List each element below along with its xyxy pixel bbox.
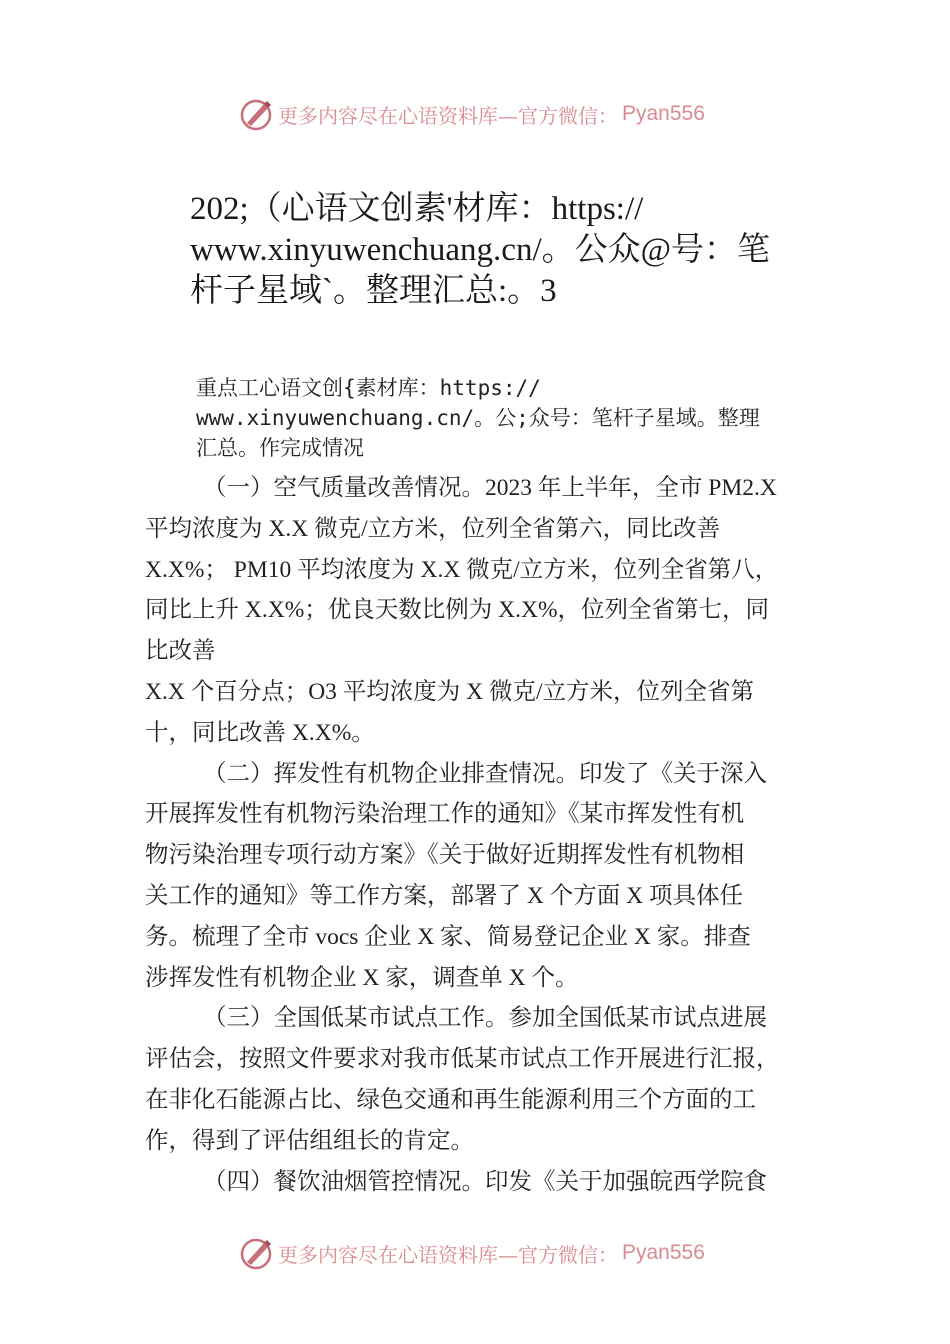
footer-banner <box>238 1233 705 1273</box>
pen-logo-icon <box>238 96 274 132</box>
body-line: 平均浓度为 X.X 微克/立方米，位列全省第六，同比改善 <box>145 515 721 542</box>
body-line: （四）餐饮油烟管控情况。印发《关于加强皖西学院食 <box>203 1168 767 1195</box>
body-line: （一）空气质量改善情况。2023 年上半年，全市 PM2.X <box>203 475 777 501</box>
body-line: （三）全国低某市试点工作。参加全国低某市试点进展 <box>203 1005 767 1032</box>
body-line: 评估会，按照文件要求对我市低某市试点工作开展进行汇报， <box>145 1046 780 1073</box>
banner-text: 更多内容尽在心语资料库—官方微信： <box>278 1242 618 1267</box>
banner-wechat-id: Pyan556 <box>622 1241 705 1264</box>
header-banner <box>238 94 705 134</box>
title-line: 杆子星域`。整理汇总:。3 <box>190 273 557 309</box>
subhead-line: 汇总。作完成情况 <box>196 436 364 460</box>
pen-logo-icon <box>238 1235 274 1271</box>
body-line: （二）挥发性有机物企业排查情况。印发了《关于深入 <box>203 760 767 787</box>
body-line: X.X 个百分点；O3 平均浓度为 X 微克/立方米，位列全省第 <box>145 678 755 705</box>
body-line: 作，得到了评估组组长的肯定。 <box>145 1127 474 1154</box>
title-line: www.xinyuwenchuang.cn/。公众@号：笔 <box>190 232 770 268</box>
body-line: 同比上升 X.X%；优良天数比例为 X.X%，位列全省第七，同 <box>145 597 770 624</box>
body-line: 涉挥发性有机物企业 X 家，调查单 X 个。 <box>145 964 579 991</box>
body-line: 物污染治理专项行动方案》《关于做好近期挥发性有机物相 <box>145 842 745 869</box>
body-line: X.X%； PM10 平均浓度为 X.X 微克/立方米，位列全省第八， <box>145 556 779 583</box>
subhead-line: www.xinyuwenchuang.cn/。公;众号：笔杆子星域。整理 <box>196 406 760 430</box>
title-line: 202;（心语文创素'材库：https:// <box>190 191 644 227</box>
body-line: 务。梳理了全市 vocs 企业 X 家、简易登记企业 X 家。排查 <box>145 923 751 950</box>
body-line: 关工作的通知》等工作方案，部署了 X 个方面 X 项具体任 <box>145 882 743 909</box>
body-line: 十，同比改善 X.X%。 <box>145 719 375 746</box>
body-line: 在非化石能源占比、绿色交通和再生能源利用三个方面的工 <box>145 1086 756 1113</box>
banner-wechat-id: Pyan556 <box>622 102 705 125</box>
subhead-line: 重点工心语文创{素材库：https:// <box>196 376 541 400</box>
banner-text: 更多内容尽在心语资料库—官方微信： <box>278 103 618 128</box>
body-text <box>145 468 825 1202</box>
document-title <box>190 189 830 312</box>
body-line: 开展挥发性有机物污染治理工作的通知》《某市挥发性有机 <box>145 801 745 828</box>
section-heading <box>196 373 836 463</box>
body-line: 比改善 <box>145 638 216 665</box>
